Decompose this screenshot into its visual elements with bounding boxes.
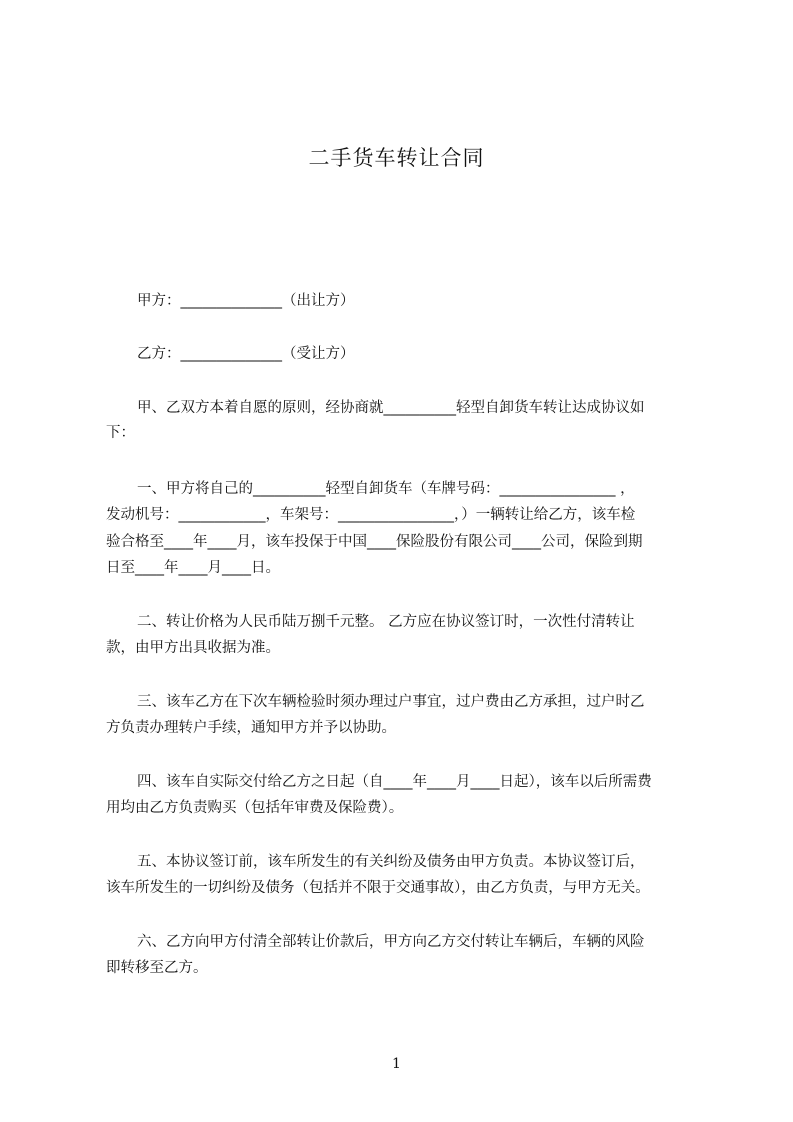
intro-line-1: 甲、乙双方本着自愿的原则，经协商就__________轻型自卸货车转让达成协议如 bbox=[137, 400, 645, 416]
clause6-line-1: 六、乙方向甲方付清全部转让价款后，甲方向乙方交付转让车辆后，车辆的风险 bbox=[137, 934, 645, 950]
clause2-line-1: 二、转让价格为人民币陆万捌千元整。 乙方应在协议签订时，一次性付清转让 bbox=[137, 614, 635, 630]
clause6-line-2: 即转移至乙方。 bbox=[106, 960, 208, 976]
party-a-line: 甲方：______________（出让方） bbox=[137, 293, 355, 309]
clause1-line-3: 验合格至____年____月，该车投保于中国____保险股份有限公司____公司，保险到期 bbox=[106, 534, 643, 550]
clause1-line-4: 日至____年____月____日。 bbox=[106, 560, 280, 576]
clause5-line-1: 五、本协议签订前，该车所发生的有关纠纷及债务由甲方负责。本协议签订后， bbox=[137, 854, 645, 870]
clause1-line-2: 发动机号：____________，车架号：________________，）一辆转让给乙方，该车检 bbox=[106, 507, 636, 523]
clause4-line-1: 四、该车自实际交付给乙方之日起（自____年____月____日起），该车以后所需费 bbox=[137, 774, 652, 790]
page-number: 1 bbox=[392, 1056, 401, 1072]
clause4-line-2: 用均由乙方负责购买（包括年审费及保险费）。 bbox=[106, 800, 404, 816]
clause1-line-1: 一、甲方将自己的__________轻型自卸货车（车牌号码：________________ ， bbox=[137, 481, 635, 497]
clause3-line-1: 三、该车乙方在下次车辆检验时须办理过户事宜，过户费由乙方承担，过户时乙 bbox=[137, 694, 645, 710]
intro-line-2: 下： bbox=[106, 425, 135, 441]
clause5-line-2: 该车所发生的一切纠纷及债务（包括并不限于交通事故），由乙方负责，与甲方无关。 bbox=[106, 880, 650, 896]
clause2-line-2: 款，由甲方出具收据为准。 bbox=[106, 640, 280, 656]
party-b-line: 乙方：______________（受让方） bbox=[137, 346, 355, 362]
clause3-line-2: 方负责办理转户手续，通知甲方并予以协助。 bbox=[106, 720, 396, 736]
document-title: 二手货车转让合同 bbox=[308, 146, 485, 170]
